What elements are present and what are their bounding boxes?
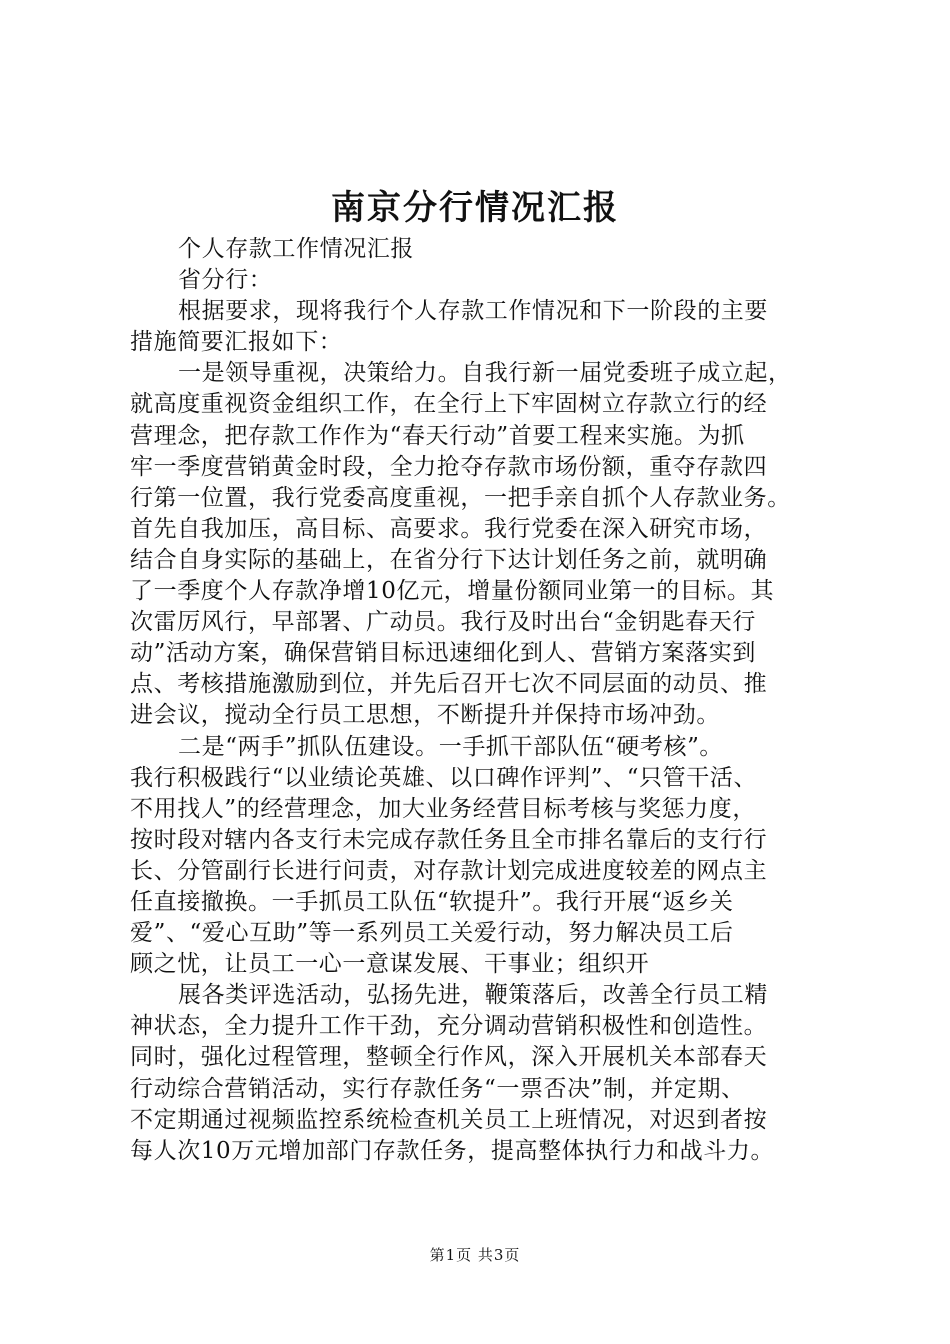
text-line: 爱”、“爱心互助”等一系列员工关爱行动，努力解决员工后 [130,920,734,947]
document-body [130,234,830,1167]
text-line: 二是“两手”抓队伍建设。一手抓干部队伍“硬考核”。 [178,733,724,760]
text-line: 进会议，搅动全行员工思想，不断提升并保持市场冲劲。 [130,702,720,729]
text-line: 长、分管副行长进行问责，对存款计划完成进度较差的网点主 [130,857,768,884]
text-line: 首先自我加压，高目标、高要求。我行党委在深入研究市场， [130,515,768,542]
document-title: 南京分行情况汇报 [331,188,619,228]
text-line: 个人存款工作情况汇报 [178,236,414,262]
text-line: 不定期通过视频监控系统检查机关员工上班情况，对迟到者按 [130,1106,768,1133]
text-line: 一是领导重视，决策给力。自我行新一届党委班子成立起， [178,360,792,387]
text-line: 展各类评选活动，弘扬先进，鞭策落后，改善全行员工精 [178,982,768,1009]
text-line: 了一季度个人存款净增10亿元，增量份额同业第一的目标。其 [130,578,775,605]
text-line: 同时，强化过程管理，整顿全行作风，深入开展机关本部春天 [130,1044,768,1071]
text-line: 不用找人”的经营理念，加大业务经营目标考核与奖惩力度， [130,795,756,822]
page-footer: 第1页 共3页 [429,1246,521,1264]
text-line: 结合自身实际的基础上，在省分行下达计划任务之前，就明确 [130,546,768,573]
text-line: 次雷厉风行，早部署、广动员。我行及时出台“金钥匙春天行 [130,609,756,636]
text-line: 点、考核措施激励到位，并先后召开七次不同层面的动员、推 [130,671,768,698]
text-line: 行第一位置，我行党委高度重视，一把手亲自抓个人存款业务。 [130,484,791,511]
text-line: 神状态，全力提升工作干劲，充分调动营销积极性和创造性。 [130,1013,768,1040]
text-line: 每人次10万元增加部门存款任务，提高整体执行力和战斗力。 [130,1137,775,1164]
text-line: 就高度重视资金组织工作，在全行上下牢固树立存款立行的经 [130,391,768,418]
text-line: 行动综合营销活动，实行存款任务“一票否决”制，并定期、 [130,1075,745,1102]
text-line: 省分行： [178,267,273,294]
text-line: 顾之忧，让员工一心一意谋发展、干事业；组织开 [130,951,650,978]
text-line: 根据要求，现将我行个人存款工作情况和下一阶段的主要 [178,298,768,325]
text-line: 我行积极践行“以业绩论英雄、以口碑作评判”、“只管干活、 [130,764,758,791]
text-line: 措施简要汇报如下： [130,329,343,356]
text-line: 牢一季度营销黄金时段，全力抢夺存款市场份额，重夺存款四 [130,453,768,480]
text-line: 按时段对辖内各支行未完成存款任务且全市排名靠后的支行行 [130,826,768,853]
text-line: 任直接撤换。一手抓员工队伍“软提升”。我行开展“返乡关 [130,888,734,915]
text-line: 动”活动方案，确保营销目标迅速细化到人、营销方案落实到 [130,640,756,667]
text-line: 营理念，把存款工作作为“春天行动”首要工程来实施。为抓 [130,422,745,449]
